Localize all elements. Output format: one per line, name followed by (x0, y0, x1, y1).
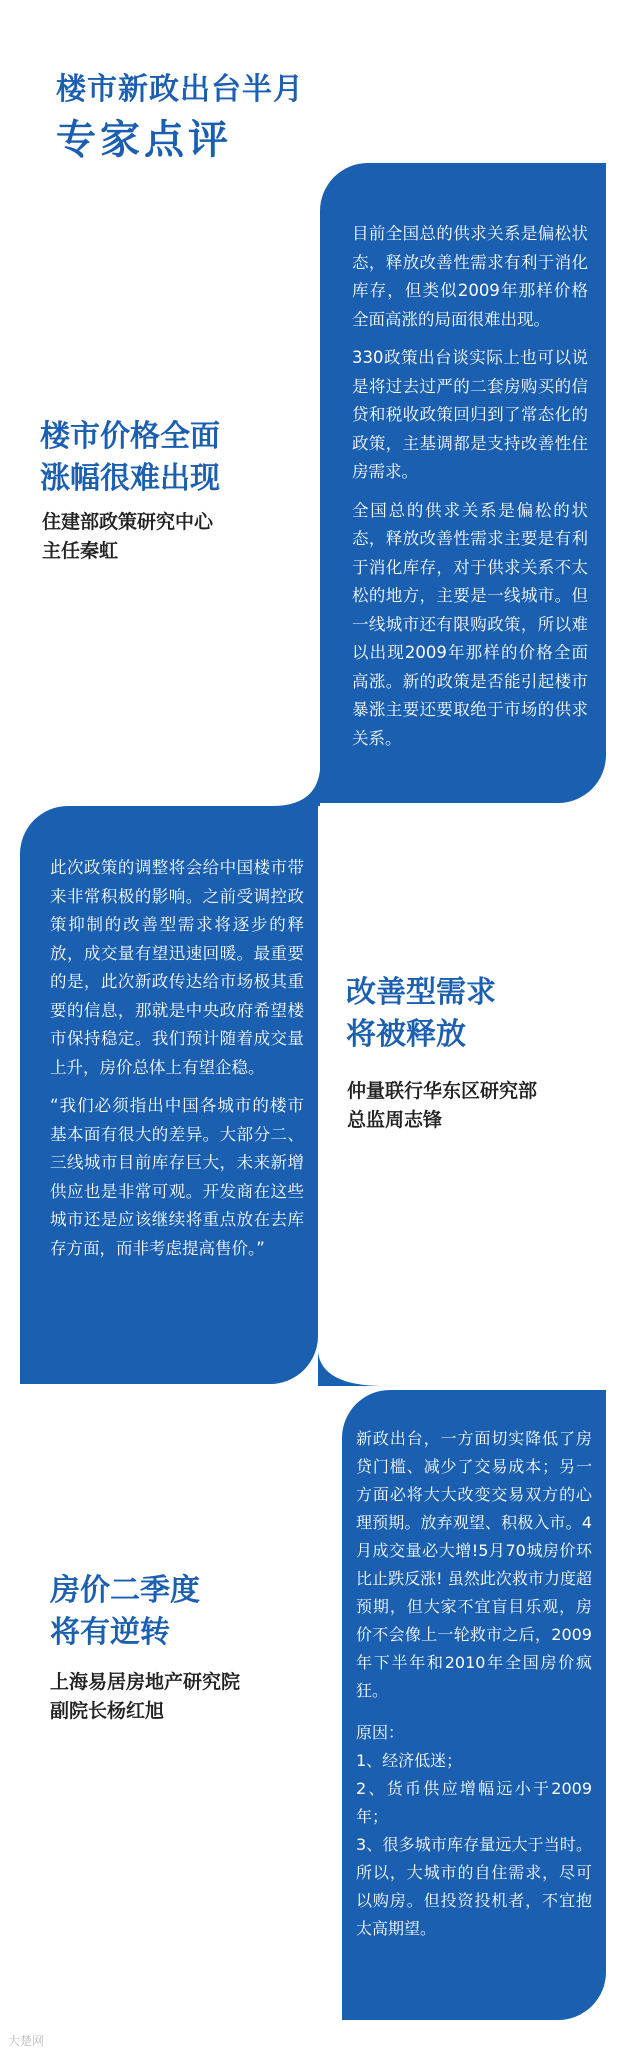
section3-title-line2: 将有逆转 (50, 1615, 170, 1650)
section2-panel (20, 806, 318, 1384)
section2-paragraph: 此次政策的调整将会给中国楼市带来非常积极的影响。之前受调控政策抑制的改善型需求将逐步的释放，成交量有望迅速回暖。最重要的是，此次新政传达给市场极其重要的信息，那就是中央政府希望楼市保持稳定。我们预计随着成交量上升，房价总体上有望企稳。 (50, 858, 304, 1077)
section3-paragraph: 新政出台，一方面切实降低了房贷门槛、减少了交易成本；另一方面必将大大改变交易双方的心理预期。放弃观望、积极入市。4月成交量必大增!5月70城房价环比止跌反涨! 虽然此次救市力度超预期，但大家不宜盲目乐观，房价不会像上一轮救市之后，2009年下半年和2010年全国房价疯狂。 (356, 1429, 592, 1700)
section1-paragraph: 330政策出台谈实际上也可以说是将过去过严的二套房购买的信贷和税收政策回归到了常态化的政策，主基调都是支持改善性住房需求。 (352, 348, 588, 481)
section2-title-line2: 将被释放 (346, 1017, 466, 1052)
section3-panel (342, 1390, 606, 2020)
section1-panel (320, 163, 606, 803)
section1-author-line1: 住建部政策研究中心 (42, 511, 214, 533)
section2-author-line2: 总监周志锋 (347, 1109, 443, 1131)
section1-paragraph: 目前全国总的供求关系是偏松状态，释放改善性需求有利于消化库存，但类似2009年那样价格全面高涨的局面很难出现。 (352, 224, 588, 329)
header-line1: 楼市新政出台半月 (56, 72, 304, 107)
section3-title (50, 1570, 200, 1654)
section1-paragraph: 全国总的供求关系是偏松的状态，释放改善性需求主要是有利于消化库存，对于供求关系不太松的地方，主要是一线城市。但一线城市还有限购政策，所以难以出现2009年那样的价格全面高涨。新的政策是否能引起楼市暴涨主要还要取绝于市场的供求关系。 (352, 500, 588, 748)
header-line2: 专家点评 (56, 117, 232, 163)
section3-author-line2: 副院长杨红旭 (50, 1700, 165, 1722)
section3-author (50, 1668, 240, 1726)
connector-curve-2 (296, 1352, 386, 1392)
connector-curve-1 (272, 770, 362, 810)
section1-title (40, 416, 220, 500)
section2-paragraph: “我们必须指出中国各城市的楼市基本面有很大的差异。大部分二、三线城市目前库存巨大，未来新增供应也是非常可观。开发商在这些城市还是应该继续将重点放在去库存方面，而非考虑提高售价。” (50, 1096, 304, 1258)
section1-title-line1: 楼市价格全面 (40, 419, 220, 454)
section1-author-line2: 主任秦虹 (42, 540, 119, 562)
section1-author (42, 508, 213, 566)
section3-author-line1: 上海易居房地产研究院 (50, 1671, 241, 1693)
section1-title-line2: 涨幅很难出现 (40, 461, 220, 496)
watermark: 大楚网 (8, 2034, 45, 2048)
section3-paragraph: 原因： 1、经济低迷； 2、货币供应增幅远小于2009年； 3、很多城市库存量远大于当时。所以，大城市的自住需求，尽可以购房。但投资投机者，不宜抱太高期望。 (356, 1723, 592, 1938)
section3-title-line1: 房价二季度 (50, 1573, 200, 1608)
section2-author-line1: 仲量联行华东区研究部 (347, 1080, 538, 1102)
section2-title (346, 972, 496, 1056)
section2-title-line1: 改善型需求 (346, 975, 496, 1010)
section2-author (347, 1077, 537, 1135)
